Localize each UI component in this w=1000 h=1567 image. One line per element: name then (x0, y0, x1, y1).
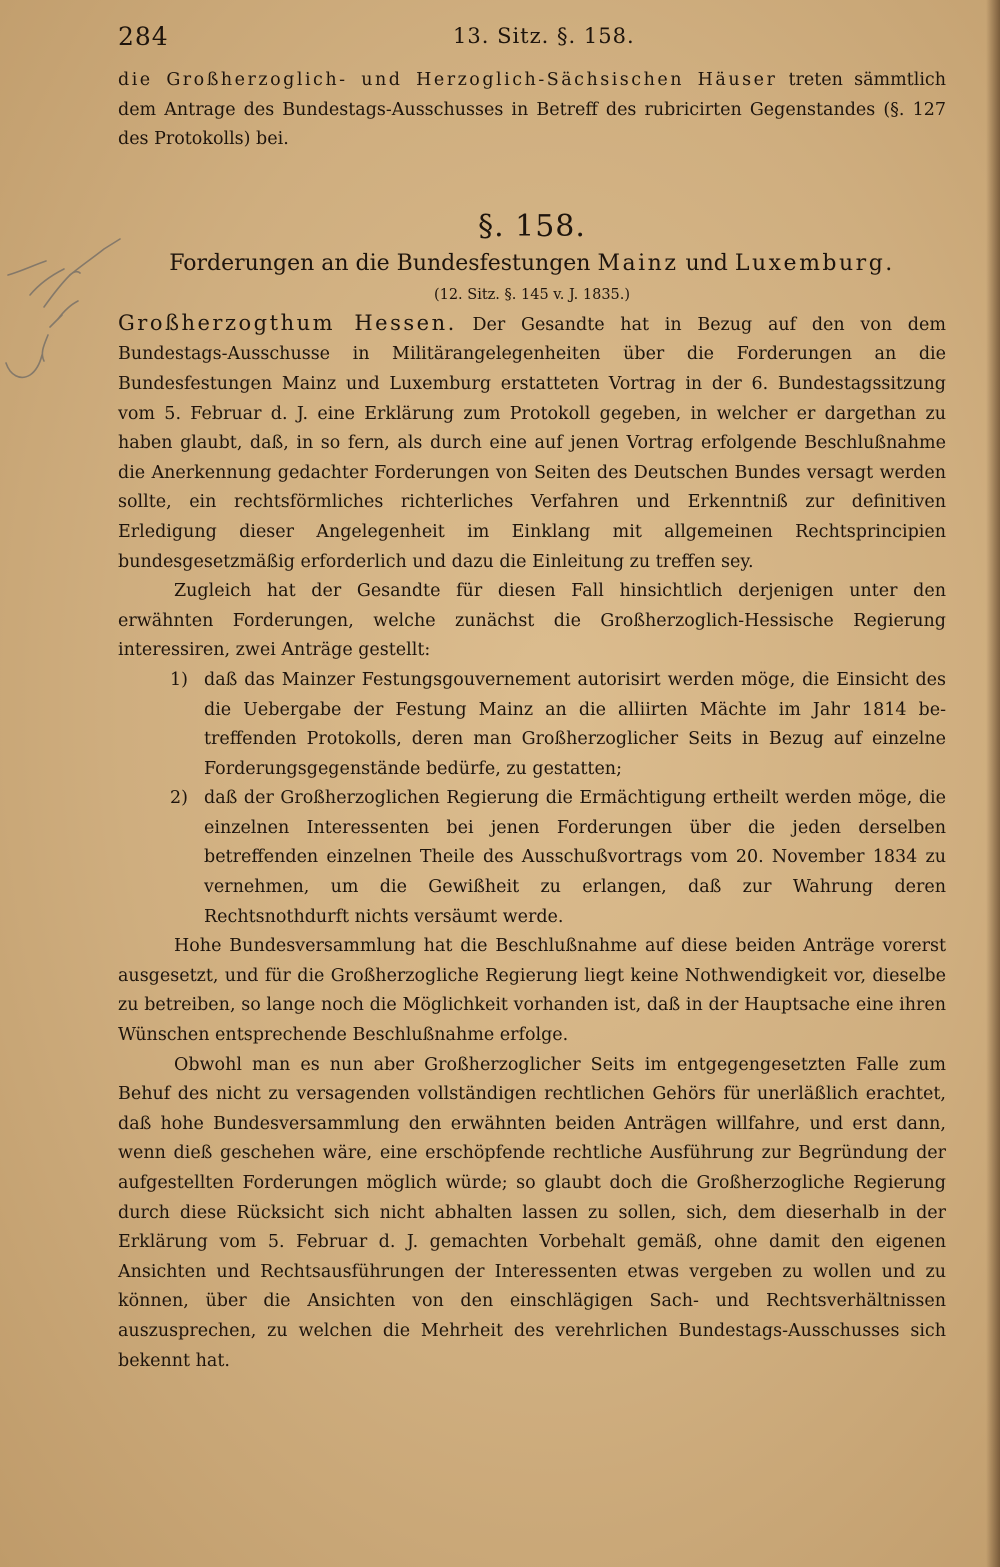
list-item (118, 666, 946, 784)
paragraph-2: Zugleich hat der Gesandte für diesen Fall hinsichtlich derjenigen unter den erwähnten Forderungen, welche zunächst die Großherzoglich-Hessische Regierung interessiren, zwei Anträge gestellt: (118, 581, 946, 661)
paragraph-3: Hohe Bundesversammlung hat die Beschlußnahme auf diese beiden Anträge vorerst ausgesetzt, und für die Großherzogliche Regierung liegt keine Nothwendigkeit vor, dieselbe zu betreiben, so lange noch die Möglichkeit vorhanden ist, daß in der Hauptsache eine ihren Wünschen entsprechende Beschlußnahme erfolge. (118, 936, 946, 1046)
page-body (118, 66, 946, 1376)
section-title-luxemburg: Luxemburg. (734, 250, 895, 276)
list-marker: 2) (170, 788, 188, 809)
section-number: §. 158. (478, 208, 586, 244)
intro-houses: die Großherzoglich- und Herzoglich-Sächsischen Häuser (118, 70, 778, 90)
section-title-mainz: Mainz (597, 250, 679, 276)
section-title (118, 247, 946, 281)
paragraph-1 (118, 309, 946, 577)
page-header (118, 22, 908, 58)
list-item-text: daß das Mainzer Festungsgouvernement autorisirt werden möge, die Einsicht des die Uebergabe der Festung Mainz an die alliirten Mächte im Jahr 1814 betreffenden Protokolls, deren man Großherzoglicher Seits in Bezug auf einzelne Forderungsgegenstände bedürfe, zu gestatten; (204, 669, 946, 779)
list-item (118, 784, 946, 932)
section-reference: (12. Sitz. §. 145 v. J. 1835.) (433, 286, 631, 303)
running-head: 13. Sitz. §. 158. (453, 24, 635, 48)
list-marker: 1) (170, 669, 188, 690)
paragraph-1-text: Der Gesandte hat in Bezug auf den von dem Bundestags-Ausschusse in Militärangelegenheiten über die Forderungen an die Bundesfestungen Mainz und Luxemburg erstatteten Vortrag in der 6. Bundestagssitzung vom 5. Februar d. J. eine Erklärung zum Protokoll gegeben, in welcher er dargethan zu haben glaubt, daß, in so fern, als durch eine auf jenen Vortrag erfolgende Beschlußnahme die Anerkennung gedachter Forderungen von Seiten des Deutschen Bundes versagt werden sollte, ein rechtsförmliches richterliches Verfahren und Erkenntniß zur definitiven Erledigung dieser Angelegenheit im Einklang mit allgemeinen Rechtsprincipien bundesgesetzmäßig erforderlich und dazu die Einleitung zu treffen sey. (118, 314, 946, 572)
page-number: 284 (118, 22, 169, 51)
intro-text: treten sämmtlich dem Antrage des Bundestags-Ausschusses in Betreff des rubricirten Gegenstandes (§. 127 des Protokolls) bei. (118, 70, 946, 150)
pencil-scribble-icon (0, 235, 130, 405)
intro-paragraph (118, 66, 946, 155)
section-title-und: und (685, 250, 728, 276)
motions-list (118, 666, 946, 932)
paragraph-4: Obwohl man es nun aber Großherzoglicher Seits im entgegengesetzten Falle zum Behuf des nicht zu versagenden vollständigen rechtlichen Gehörs für unerläßlich erachtet, daß hohe Bundesversammlung den erwähnten beiden Anträgen willfahre, und erst dann, wenn dieß geschehen wäre, eine erschöpfende rechtliche Ausführung zur Begründung der aufgestellten Forderungen möglich würde; so glaubt doch die Großherzogliche Regierung durch diese Rücksicht sich nicht abhalten lassen zu sollen, sich, dem dieserhalb in der Erklärung vom 5. Februar d. J. gemachten Vorbehalt gemäß, ohne damit den eigenen Ansichten und Rechtsausführungen der Interessenten etwas vergeben zu wollen und zu können, über die Ansichten von den einschlägigen Sach- und Rechtsverhältnissen auszusprechen, zu welchen die Mehrheit des verehrlichen Bundestags-Ausschusses sich bekennt hat. (118, 1054, 946, 1371)
section-title-pre: Forderungen an die Bundesfestungen (169, 250, 591, 276)
list-item-text: daß der Großherzoglichen Regierung die Ermächtigung ertheilt werden möge, die einzelnen Interessenten bei jenen Forderungen über die jeden derselben betreffenden einzelnen Theile des Ausschußvortrags vom 20. November 1834 zu vernehmen, um die Gewißheit zu erlangen, daß zur Wahrung deren Rechtsnothdurft nichts versäumt werde. (204, 788, 946, 927)
speaker-lead: Großherzogthum Hessen. (118, 310, 457, 335)
